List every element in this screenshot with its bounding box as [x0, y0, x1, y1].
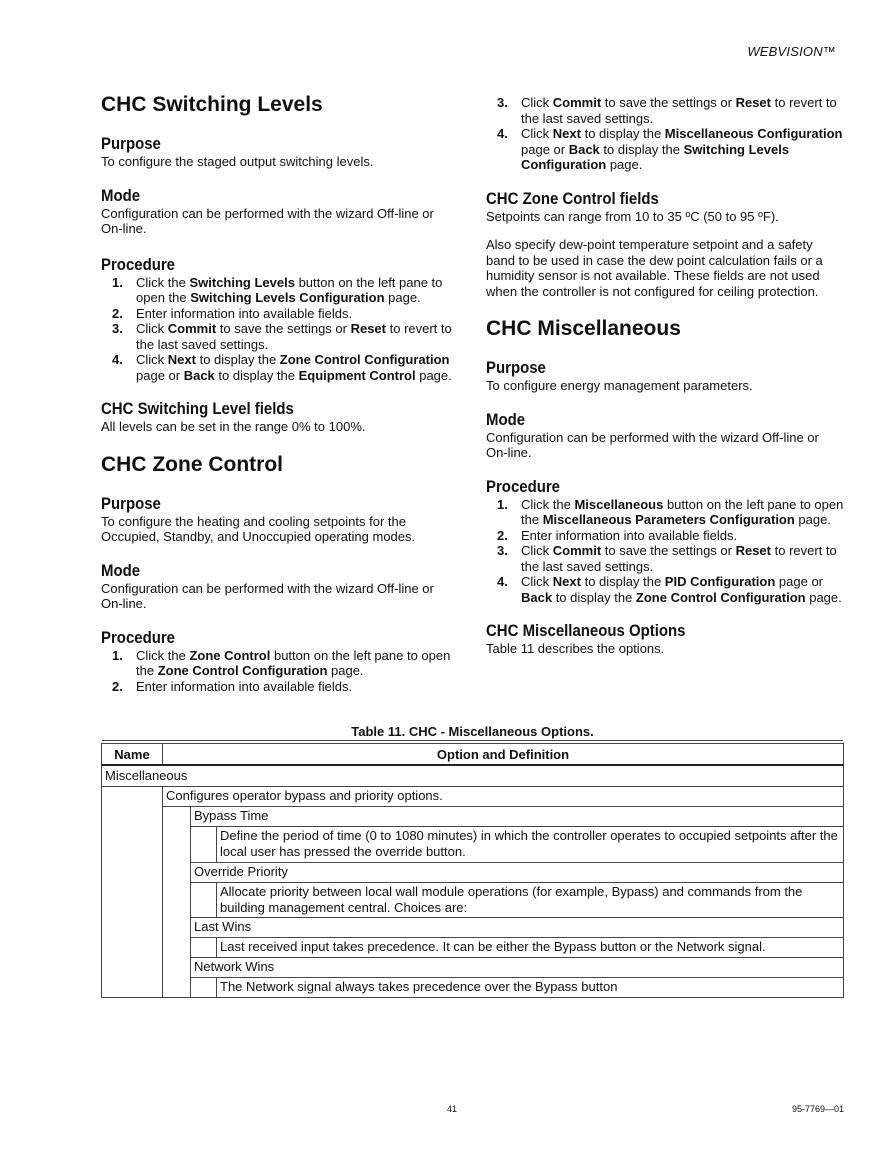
heading-procedure: Procedure [101, 627, 176, 647]
text-switching-fields: All levels can be set in the range 0% to 100%. [101, 419, 366, 434]
section-title-miscellaneous: CHC Miscellaneous [486, 317, 681, 340]
text-purpose: To configure the heating and cooling setpoints for the Occupied, Standby, and Unoccupied operating modes. [101, 513, 416, 544]
section-title-switching: CHC Switching Levels [101, 93, 323, 116]
heading-procedure: Procedure [101, 254, 176, 274]
heading-purpose: Purpose [101, 134, 161, 153]
table-cell-last-wins-definition: Last received input takes precedence. It can be either the Bypass button or the Network signal. [220, 939, 766, 954]
heading-switching-fields: CHC Switching Level fields [101, 399, 294, 418]
table-body [101, 766, 844, 998]
list-item: 2. Enter information into available fields. [112, 678, 353, 694]
list-item: 1. Click the Switching Levels button on the left pane to open the Switching Levels Configuration page. [112, 274, 443, 305]
list-item: 4. Click Next to display the Miscellaneous Configuration page or Back to display the Switching Levels Configuration page. [497, 126, 843, 172]
heading-misc-options: CHC Miscellaneous Options [486, 621, 686, 640]
table-cell-network-wins: Network Wins [194, 959, 275, 974]
right-column [486, 95, 846, 657]
table-cell-bypass-definition: Define the period of time (0 to 1080 minutes) in which the controller operates to occupied setpoints after the local user has pressed the override button. [220, 828, 838, 859]
header-brand: WEBVISION™ [747, 44, 836, 59]
text-mode: Configuration can be performed with the wizard Off-line or On-line. [486, 429, 819, 460]
heading-mode: Mode [101, 560, 141, 580]
text-zone-fields-detail: Also specify dew-point temperature setpoint and a safety band to be used in case the dew point calculation fails or a humidity sensor is not available. These fields are not used when the controller is not configured for ceiling protection. [486, 237, 823, 299]
table-caption: Table 11. CHC - Miscellaneous Options. [351, 724, 594, 739]
table-cell-last-wins: Last Wins [194, 919, 252, 934]
page-number: 41 [447, 1104, 458, 1114]
column-header-definition: Option and Definition [162, 744, 843, 764]
procedure-list-continued [486, 95, 846, 173]
text-purpose: To configure energy management parameters. [486, 378, 753, 393]
table-cell-override-priority: Override Priority [194, 864, 288, 879]
list-item: 3. Click Commit to save the settings or Reset to revert to the last saved settings. [112, 321, 452, 352]
section-title-zone-control: CHC Zone Control [101, 452, 283, 476]
text-purpose: To configure the staged output switching levels. [101, 154, 374, 169]
document-code: 95-7769—01 [791, 1104, 844, 1114]
text-misc-options: Table 11 describes the options. [486, 641, 665, 656]
list-item: 4. Click Next to display the Zone Control Configuration page or Back to display the Equipment Control page. [112, 352, 452, 383]
procedure-list [101, 648, 461, 695]
heading-procedure: Procedure [486, 476, 561, 496]
procedure-list [486, 497, 846, 606]
list-item: 2. Enter information into available fields. [112, 305, 353, 321]
heading-zone-fields: CHC Zone Control fields [486, 188, 659, 208]
text-mode: Configuration can be performed with the wizard Off-line or On-line. [101, 205, 434, 236]
table-cell-bypass-time: Bypass Time [194, 808, 269, 823]
list-item: 1. Click the Miscellaneous button on the left pane to open the Miscellaneous Parameters Configuration page. [497, 496, 844, 527]
table-cell-network-wins-definition: The Network signal always takes precedence over the Bypass button [220, 979, 618, 994]
table-cell-miscellaneous: Miscellaneous [105, 768, 188, 783]
table-cell-configures: Configures operator bypass and priority options. [166, 788, 443, 803]
heading-mode: Mode [101, 185, 141, 205]
column-header-name: Name [114, 747, 150, 762]
table-cell-override-definition: Allocate priority between local wall module operations (for example, Bypass) and commands from the building management central. Choices are: [220, 884, 803, 915]
text-mode: Configuration can be performed with the wizard Off-line or On-line. [101, 580, 434, 611]
list-item: 2. Enter information into available fields. [497, 527, 738, 543]
options-table [101, 743, 844, 998]
list-item: 3. Click Commit to save the settings or Reset to revert to the last saved settings. [497, 543, 837, 574]
list-item: 3. Click Commit to save the settings or Reset to revert to the last saved settings. [497, 95, 837, 126]
text-zone-fields: Setpoints can range from 10 to 35 ºC (50 to 95 ºF). [486, 208, 779, 224]
left-column [101, 92, 461, 694]
heading-purpose: Purpose [486, 358, 546, 377]
heading-mode: Mode [486, 409, 526, 429]
heading-purpose: Purpose [101, 493, 161, 513]
list-item: 4. Click Next to display the PID Configuration page or Back to display the Zone Control Configuration page. [497, 574, 842, 605]
table-header [101, 743, 844, 766]
list-item: 1. Click the Zone Control button on the left pane to open the Zone Control Configuration page. [112, 647, 451, 678]
procedure-list [101, 275, 461, 384]
